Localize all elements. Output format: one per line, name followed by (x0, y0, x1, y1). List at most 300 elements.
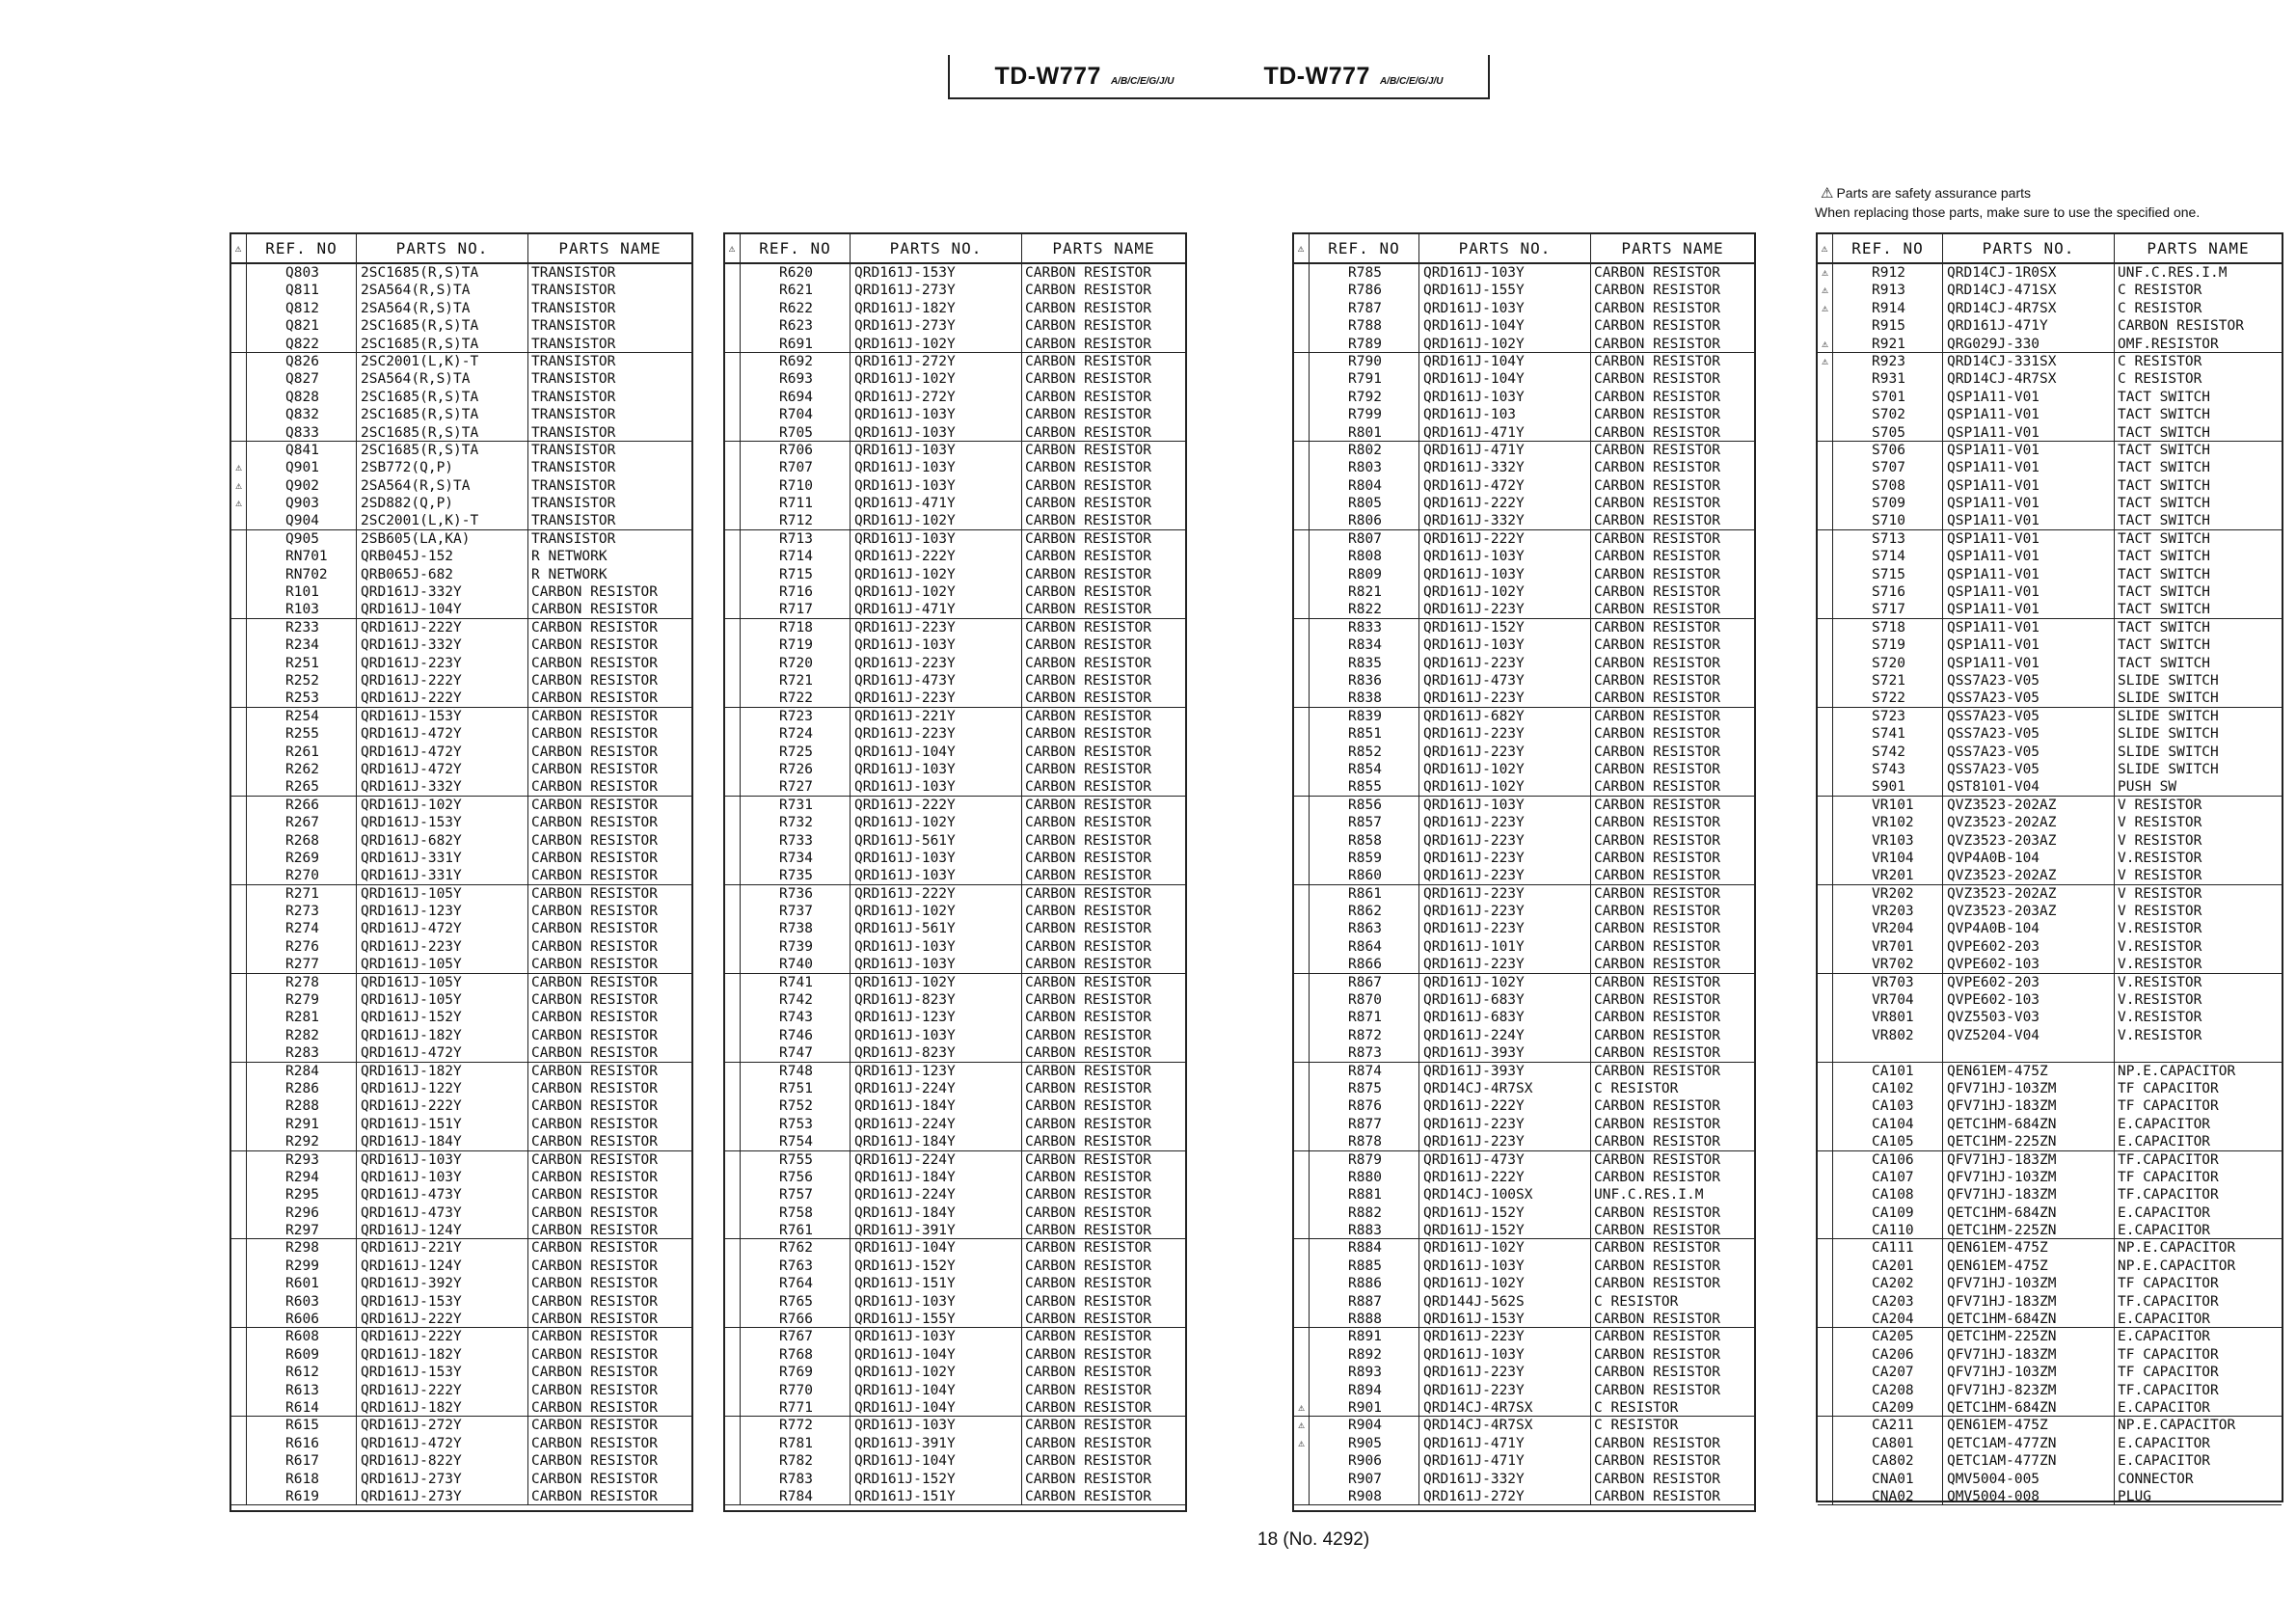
parts-no-cell: QRD161J-102Y (851, 903, 1022, 920)
table-row (725, 956, 1185, 973)
ref-no-cell: R786 (1310, 282, 1419, 299)
parts-no-cell: QRD161J-472Y (357, 744, 528, 761)
safety-mark-icon (1294, 885, 1310, 903)
parts-no-cell: QEN61EM-475Z (1943, 1258, 2115, 1275)
safety-mark-icon (1294, 530, 1310, 548)
table-row (725, 1328, 1185, 1345)
ref-no-cell: R725 (741, 744, 851, 761)
table-row (231, 956, 691, 973)
parts-no-cell: QRD161J-184Y (851, 1097, 1022, 1115)
table-row (1818, 991, 2282, 1009)
ref-no-cell: CA209 (1833, 1399, 1943, 1416)
table-row (1294, 636, 1754, 654)
ref-no-cell: R268 (247, 832, 357, 850)
ref-no-cell: R785 (1310, 264, 1419, 282)
ref-no-cell: R791 (1310, 370, 1419, 388)
safety-mark-icon (1818, 672, 1833, 690)
safety-mark-icon (231, 601, 247, 617)
ref-no-cell: R269 (247, 850, 357, 867)
parts-no-cell: QRD161J-331Y (357, 867, 528, 883)
table-row (1294, 744, 1754, 761)
parts-name-cell: CARBON RESISTOR (1025, 584, 1151, 601)
ref-no-cell: R781 (741, 1435, 851, 1452)
table-row (725, 778, 1185, 796)
parts-no-cell: 2SA564(R,S)TA (357, 282, 528, 299)
table-body (725, 264, 1185, 1505)
ref-no-cell: S719 (1833, 636, 1943, 654)
parts-name-cell: CARBON RESISTOR (531, 602, 658, 618)
parts-no-cell: QRD161J-103Y (1419, 1346, 1591, 1364)
safety-mark-icon: ⚠ (1818, 353, 1833, 370)
safety-mark-icon (725, 1275, 741, 1292)
parts-no-cell: QRD161J-103Y (851, 406, 1022, 423)
table-row (1294, 1097, 1754, 1115)
ref-no-cell: R618 (247, 1471, 357, 1488)
safety-mark-icon (1294, 1258, 1310, 1275)
safety-mark-icon (231, 406, 247, 423)
table-row (1818, 370, 2282, 388)
parts-no-cell: QRB065J-682 (357, 566, 528, 583)
table-row (725, 477, 1185, 495)
table-row (231, 778, 691, 796)
parts-no-cell: QRD161J-104Y (1419, 317, 1591, 335)
table-row (1294, 317, 1754, 335)
ref-no-cell: R887 (1310, 1293, 1419, 1311)
parts-name-cell: CARBON RESISTOR (1025, 442, 1151, 458)
parts-table-2 (723, 232, 1187, 1512)
parts-no-cell: QRD161J-153Y (357, 708, 528, 725)
parts-no-cell: QRD161J-272Y (851, 389, 1022, 406)
ref-no-cell: S715 (1833, 566, 1943, 583)
parts-no-cell: QETC1HM-684ZN (1943, 1116, 2115, 1133)
table-row (231, 406, 691, 423)
safety-mark-icon (231, 832, 247, 850)
table-row (1294, 583, 1754, 601)
parts-no-cell: QRD161J-103Y (1419, 264, 1591, 282)
parts-no-cell: QRD161J-152Y (1419, 1222, 1591, 1238)
table-row (1294, 548, 1754, 565)
ref-no-cell: R787 (1310, 300, 1419, 317)
parts-no-cell: QRG029J-330 (1943, 336, 2115, 352)
table-row (1818, 672, 2282, 690)
ref-no-cell: Q832 (247, 406, 357, 423)
parts-name-cell: CARBON RESISTOR (1025, 353, 1151, 369)
ref-no-cell: CA105 (1833, 1133, 1943, 1150)
parts-name-cell: CARBON RESISTOR (1594, 584, 1720, 601)
table-row (231, 477, 691, 495)
safety-mark-icon (725, 885, 741, 903)
parts-no-cell: QRD161J-102Y (851, 1364, 1022, 1381)
ref-no-cell: R861 (1310, 885, 1419, 903)
table-row (725, 903, 1185, 920)
safety-mark-icon (1294, 601, 1310, 617)
parts-name-cell: V RESISTOR (2118, 868, 2202, 884)
table-row (725, 459, 1185, 476)
parts-name-cell: CARBON RESISTOR (1025, 1293, 1151, 1310)
ref-no-cell: R734 (741, 850, 851, 867)
safety-mark-icon (231, 974, 247, 991)
ref-no-cell: R809 (1310, 566, 1419, 583)
parts-no-cell: QRD161J-155Y (1419, 282, 1591, 299)
ref-no-cell: R905 (1310, 1435, 1419, 1452)
ref-no-cell: R808 (1310, 548, 1419, 565)
ref-no-cell: R860 (1310, 867, 1419, 883)
parts-no-cell: QRD161J-101Y (1419, 938, 1591, 956)
safety-mark-icon (725, 619, 741, 636)
parts-name-cell: SLIDE SWITCH (2118, 672, 2219, 689)
safety-mark-icon (1294, 708, 1310, 725)
parts-no-cell: QRD161J-272Y (357, 1417, 528, 1434)
ref-no-cell: R621 (741, 282, 851, 299)
ref-no-cell: R835 (1310, 655, 1419, 672)
table-row (1294, 1151, 1754, 1169)
parts-no-cell: QRD161J-153Y (357, 814, 528, 831)
safety-mark-icon (1818, 1204, 1833, 1222)
table-row (1818, 353, 2282, 370)
parts-no-cell: QVP4A0B-104 (1943, 850, 2115, 867)
safety-mark-icon (1294, 832, 1310, 850)
ref-no-cell: R876 (1310, 1097, 1419, 1115)
ref-no-cell: Q905 (247, 530, 357, 548)
parts-name-cell: NP.E.CAPACITOR (2118, 1240, 2236, 1257)
table-row (725, 1452, 1185, 1470)
table-row (1818, 282, 2282, 299)
parts-name-cell: NP.E.CAPACITOR (2118, 1063, 2236, 1079)
parts-no-cell: QRD161J-102Y (1419, 1275, 1591, 1292)
parts-name-cell: TACT SWITCH (2118, 496, 2211, 512)
parts-name-cell: E.CAPACITOR (2118, 1204, 2211, 1221)
ref-no-cell: R735 (741, 867, 851, 883)
table-header (1818, 234, 2282, 264)
parts-no-cell: QRD161J-103Y (357, 1151, 528, 1169)
table-row (1294, 1009, 1754, 1026)
parts-no-cell: QRD161J-273Y (357, 1471, 528, 1488)
safety-mark-icon (231, 814, 247, 831)
safety-mark-icon (1294, 1222, 1310, 1238)
parts-name-cell: C RESISTOR (2118, 371, 2202, 388)
table-row (231, 1258, 691, 1275)
parts-no-cell: QRD161J-103Y (851, 761, 1022, 778)
ref-no-cell: CA107 (1833, 1169, 1943, 1186)
parts-name-cell: CARBON RESISTOR (1594, 1169, 1720, 1185)
ref-no-cell: R617 (247, 1452, 357, 1470)
col-parts-name: PARTS NAME (558, 239, 662, 257)
table-row (725, 1258, 1185, 1275)
parts-no-cell: QRD161J-104Y (851, 744, 1022, 761)
ref-no-cell: R821 (1310, 583, 1419, 601)
table-row (231, 1186, 691, 1204)
parts-name-cell: CARBON RESISTOR (1025, 1027, 1151, 1043)
safety-mark-icon (231, 300, 247, 317)
table-row (1818, 1399, 2282, 1417)
table-row (231, 920, 691, 937)
parts-no-cell: QRD144J-562S (1419, 1293, 1591, 1311)
ref-no-cell: R714 (741, 548, 851, 565)
parts-no-cell: QRD161J-223Y (1419, 956, 1591, 972)
ref-no-cell: R620 (741, 264, 851, 282)
table-row (231, 317, 691, 335)
table-row (725, 1364, 1185, 1381)
ref-no-cell: CA801 (1833, 1435, 1943, 1452)
parts-no-cell: QRD161J-152Y (1419, 1204, 1591, 1222)
safety-mark-icon (231, 1471, 247, 1488)
ref-no-cell: S705 (1833, 424, 1943, 441)
table-row (725, 1097, 1185, 1115)
parts-name-cell: CARBON RESISTOR (1025, 336, 1151, 352)
parts-name-cell: CARBON RESISTOR (1025, 566, 1151, 582)
parts-name-cell: CARBON RESISTOR (1594, 477, 1720, 494)
parts-name-cell: CARBON RESISTOR (531, 672, 658, 689)
safety-mark-icon (725, 370, 741, 388)
parts-name-cell: CARBON RESISTOR (1594, 424, 1720, 441)
parts-name-cell: CARBON RESISTOR (1025, 1240, 1151, 1257)
safety-mark-icon (231, 1044, 247, 1061)
parts-name-cell: TRANSISTOR (531, 318, 616, 335)
parts-name-cell: TF CAPACITOR (2118, 1346, 2219, 1363)
safety-mark-icon (725, 850, 741, 867)
parts-no-cell: QRD161J-822Y (357, 1452, 528, 1470)
table-row (1294, 814, 1754, 831)
parts-name-cell: CARBON RESISTOR (531, 1453, 658, 1470)
parts-no-cell: QRD161J-103Y (851, 459, 1022, 476)
parts-no-cell: QRD161J-222Y (851, 548, 1022, 565)
parts-no-cell: QRD161J-123Y (851, 1063, 1022, 1080)
parts-name-cell: CARBON RESISTOR (1025, 1063, 1151, 1079)
col-ref-no: REF. NO (741, 234, 851, 262)
table-row (725, 920, 1185, 937)
parts-no-cell: QRD161J-823Y (851, 1044, 1022, 1061)
safety-mark-icon (725, 903, 741, 920)
table-row (231, 583, 691, 601)
safety-mark-icon (1294, 991, 1310, 1009)
table-row (231, 512, 691, 529)
parts-name-cell: CARBON RESISTOR (1594, 283, 1720, 299)
table-row (1818, 956, 2282, 973)
parts-no-cell: QRD161J-223Y (1419, 744, 1591, 761)
safety-mark-icon (1818, 1346, 1833, 1364)
table-row (1818, 601, 2282, 618)
parts-no-cell: 2SC1685(R,S)TA (357, 442, 528, 459)
safety-mark-icon (725, 814, 741, 831)
parts-name-cell: CARBON RESISTOR (1025, 265, 1151, 281)
safety-mark-icon (725, 1293, 741, 1311)
parts-no-cell: QRD161J-103Y (1419, 300, 1591, 317)
ref-no-cell: R863 (1310, 920, 1419, 937)
ref-no-cell: R267 (247, 814, 357, 831)
safety-mark-icon (231, 636, 247, 654)
ref-no-cell: R271 (247, 885, 357, 903)
table-body (1818, 264, 2282, 1505)
safety-mark-icon (725, 1151, 741, 1169)
ref-no-cell: R892 (1310, 1346, 1419, 1364)
safety-mark-icon: ⚠ (1294, 1399, 1310, 1416)
parts-name-cell: SLIDE SWITCH (2118, 744, 2219, 760)
table-row (1294, 991, 1754, 1009)
parts-no-cell: QSS7A23-V05 (1943, 761, 2115, 778)
safety-mark-icon (1294, 1169, 1310, 1186)
parts-name-cell: UNF.C.RES.I.M (1594, 1187, 1704, 1204)
ref-no-cell: R731 (741, 797, 851, 814)
table-row (231, 282, 691, 299)
parts-name-cell: TF CAPACITOR (2118, 1080, 2219, 1096)
parts-name-cell: CARBON RESISTOR (531, 992, 658, 1009)
table-row (1818, 885, 2282, 903)
safety-mark-icon (1818, 1222, 1833, 1238)
parts-no-cell: QRD161J-102Y (851, 566, 1022, 583)
parts-no-cell: QRD161J-151Y (851, 1488, 1022, 1504)
ref-no-cell: R288 (247, 1097, 357, 1115)
table-row (231, 1417, 691, 1434)
table-row (231, 300, 691, 317)
parts-no-cell: QEN61EM-475Z (1943, 1063, 2115, 1080)
safety-mark-icon (725, 725, 741, 743)
parts-no-cell: QVZ3523-203AZ (1943, 903, 2115, 920)
parts-name-cell: UNF.C.RES.I.M (2118, 265, 2228, 281)
safety-mark-icon (1294, 1080, 1310, 1097)
safety-mark-icon (725, 442, 741, 459)
safety-note-line1: Parts are safety assurance parts (1836, 185, 2031, 201)
parts-no-cell: QRD161J-102Y (1419, 778, 1591, 795)
safety-mark-icon (1818, 1488, 1833, 1504)
ref-no-cell: R614 (247, 1399, 357, 1416)
table-row (1818, 1293, 2282, 1311)
table-row (1294, 655, 1754, 672)
table-row (1818, 938, 2282, 956)
table-row (1294, 672, 1754, 690)
parts-name-cell: CARBON RESISTOR (1594, 300, 1720, 316)
table-row (725, 761, 1185, 778)
table-row (1294, 512, 1754, 529)
parts-no-cell: QRD161J-471Y (1943, 317, 2115, 335)
table-row (231, 424, 691, 442)
parts-no-cell: QRD161J-222Y (357, 619, 528, 636)
parts-table-4 (1816, 232, 2283, 1502)
safety-mark-icon (1818, 1328, 1833, 1345)
parts-no-cell: QSP1A11-V01 (1943, 459, 2115, 476)
safety-mark-icon (725, 1452, 741, 1470)
parts-no-cell: QRD161J-221Y (357, 1239, 528, 1257)
table-row (231, 832, 691, 850)
table-row (1294, 832, 1754, 850)
parts-name-cell: CARBON RESISTOR (1594, 779, 1720, 796)
safety-mark-icon (1294, 1063, 1310, 1080)
table-row (231, 850, 691, 867)
table-row (1294, 938, 1754, 956)
table-row (725, 442, 1185, 459)
ref-no-cell: S713 (1833, 530, 1943, 548)
safety-mark-icon (231, 424, 247, 441)
parts-name-cell: CARBON RESISTOR (1025, 761, 1151, 777)
safety-mark-icon (725, 1328, 741, 1345)
safety-mark-icon (1818, 744, 1833, 761)
parts-name-cell: TRANSISTOR (531, 442, 616, 458)
ref-no-cell: R622 (741, 300, 851, 317)
safety-mark-icon (1818, 1311, 1833, 1327)
parts-no-cell: QRD161J-103Y (1419, 1258, 1591, 1275)
parts-name-cell: CARBON RESISTOR (1025, 1329, 1151, 1345)
parts-no-cell: QVZ5204-V04 (1943, 1027, 2115, 1044)
parts-no-cell: QRD161J-224Y (851, 1116, 1022, 1133)
ref-no-cell: VR103 (1833, 832, 1943, 850)
parts-no-cell: 2SC1685(R,S)TA (357, 389, 528, 406)
table-row (1818, 655, 2282, 672)
table-row (1294, 708, 1754, 725)
ref-no-cell: R712 (741, 512, 851, 528)
parts-no-cell: QRD161J-102Y (851, 583, 1022, 601)
ref-no-cell: R836 (1310, 672, 1419, 690)
parts-name-cell: SLIDE SWITCH (2118, 726, 2219, 743)
parts-name-cell: TRANSISTOR (531, 424, 616, 441)
ref-no-cell: R891 (1310, 1328, 1419, 1345)
parts-name-cell: CARBON RESISTOR (1025, 1453, 1151, 1470)
table-row (231, 1471, 691, 1488)
parts-name-cell: E.CAPACITOR (2118, 1435, 2211, 1451)
parts-no-cell: QRB045J-152 (357, 548, 528, 565)
table-row (725, 814, 1185, 831)
parts-no-cell: QFV71HJ-103ZM (1943, 1080, 2115, 1097)
parts-name-cell: TF CAPACITOR (2118, 1365, 2219, 1381)
ref-no-cell: R691 (741, 336, 851, 352)
parts-no-cell: QSP1A11-V01 (1943, 442, 2115, 459)
safety-mark-icon (231, 708, 247, 725)
table-row (1294, 1027, 1754, 1044)
safety-mark-icon (231, 797, 247, 814)
ref-no-cell: R693 (741, 370, 851, 388)
parts-no-cell: QRD161J-223Y (1419, 832, 1591, 850)
col-parts-no: PARTS NO. (1419, 234, 1591, 262)
parts-name-cell: CARBON RESISTOR (1025, 992, 1151, 1009)
parts-name-cell: TRANSISTOR (531, 460, 616, 476)
parts-no-cell: QRD161J-103Y (1419, 797, 1591, 814)
parts-no-cell: QRD161J-391Y (851, 1222, 1022, 1238)
parts-name-cell: CARBON RESISTOR (1594, 336, 1720, 352)
safety-mark-icon (725, 991, 741, 1009)
table-row (231, 1097, 691, 1115)
safety-mark-icon (1294, 336, 1310, 352)
ref-no-cell: R768 (741, 1346, 851, 1364)
ref-no-cell: R921 (1833, 336, 1943, 352)
table-row (1818, 761, 2282, 778)
parts-no-cell: QRD161J-152Y (851, 1471, 1022, 1488)
ref-no-cell: R719 (741, 636, 851, 654)
table-row (725, 264, 1185, 282)
ref-no-cell: R704 (741, 406, 851, 423)
parts-name-cell: CARBON RESISTOR (1594, 1151, 1720, 1168)
ref-no-cell: R294 (247, 1169, 357, 1186)
safety-mark-icon (1294, 1364, 1310, 1381)
parts-no-cell: QRD161J-224Y (851, 1080, 1022, 1097)
parts-name-cell: CARBON RESISTOR (1594, 1346, 1720, 1363)
parts-no-cell: QEN61EM-475Z (1943, 1239, 2115, 1257)
table-row (231, 1080, 691, 1097)
ref-no-cell: R784 (741, 1488, 851, 1504)
parts-no-cell: QRD161J-223Y (1419, 814, 1591, 831)
parts-name-cell: V.RESISTOR (2118, 992, 2202, 1009)
ref-no-cell: R739 (741, 938, 851, 956)
table-row (1294, 300, 1754, 317)
parts-name-cell: CARBON RESISTOR (1025, 1435, 1151, 1451)
table-row (231, 336, 691, 353)
parts-name-cell: CARBON RESISTOR (1025, 708, 1151, 724)
parts-name-cell: CARBON RESISTOR (1594, 1010, 1720, 1026)
ref-no-cell: VR204 (1833, 920, 1943, 937)
table-row (1818, 317, 2282, 335)
parts-no-cell: QRD161J-332Y (357, 583, 528, 601)
ref-no-cell: R253 (247, 690, 357, 706)
parts-no-cell: QRD161J-332Y (1419, 459, 1591, 476)
safety-mark-icon (725, 566, 741, 583)
parts-name-cell: CARBON RESISTOR (1025, 1045, 1151, 1062)
